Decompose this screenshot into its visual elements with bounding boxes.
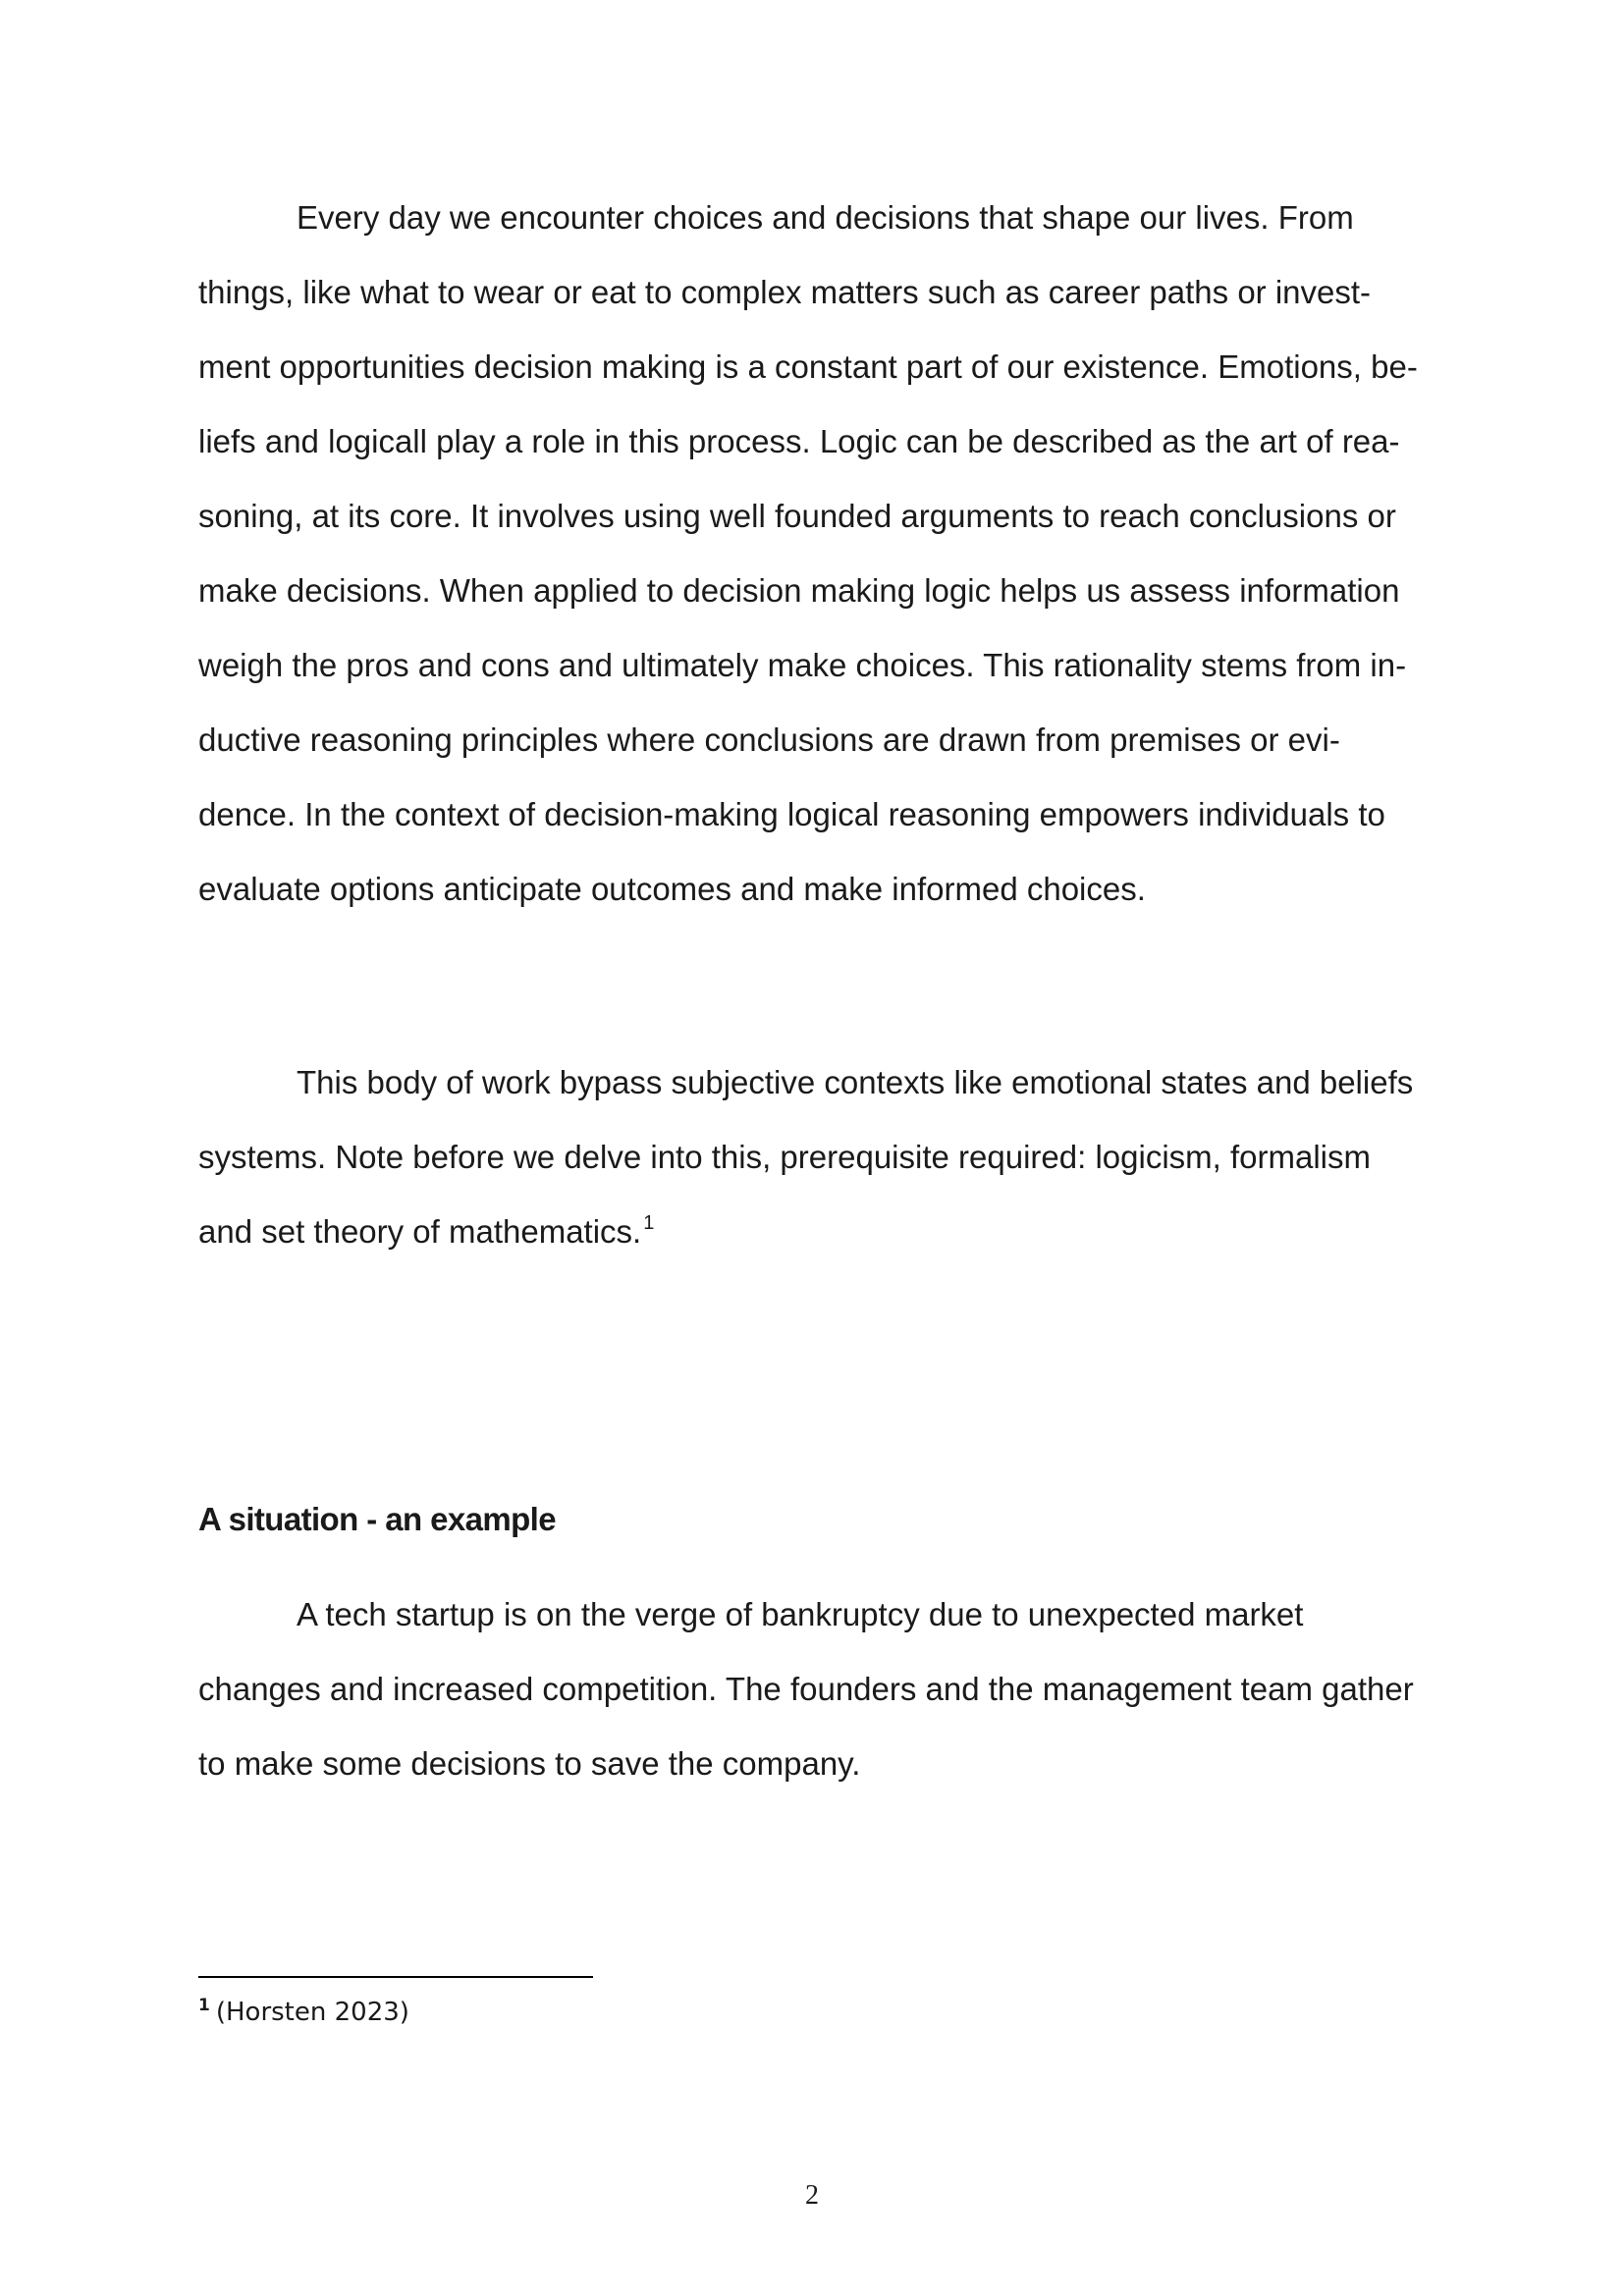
paragraph-line: ductive reasoning principles where conclusions are drawn from premises or evi- (198, 721, 1340, 758)
section-heading: A situation - an example (198, 1501, 556, 1537)
footnote-reference[interactable]: 1 (643, 1212, 655, 1234)
paragraph-line: dence. In the context of decision-making logical reasoning empowers individuals to (198, 796, 1385, 832)
page-number: 2 (805, 2180, 819, 2211)
paragraph-line (198, 1212, 654, 1252)
footnote-text: (Horsten 2023) (215, 1998, 409, 2027)
paragraph-line-text: and set theory of mathematics. (198, 1213, 642, 1250)
paragraph-line: weigh the pros and cons and ultimately make choices. This rationality stems from in- (198, 647, 1407, 683)
paragraph-line: liefs and logicall play a role in this process. Logic can be described as the art of rea- (198, 423, 1400, 459)
paragraph-line: Every day we encounter choices and decisions that shape our lives. From (297, 199, 1354, 236)
footnote-separator (198, 1976, 593, 1978)
paragraph-line: ment opportunities decision making is a constant part of our existence. Emotions, be- (198, 348, 1418, 385)
paragraph-line: This body of work bypass subjective contexts like emotional states and beliefs (297, 1064, 1414, 1100)
paragraph-line: systems. Note before we delve into this, prerequisite required: logicism, formalism (198, 1139, 1371, 1175)
footnote-marker: 1 (198, 1996, 210, 2015)
paragraph-line: changes and increased competition. The founders and the management team gather (198, 1671, 1414, 1707)
paragraph-line: to make some decisions to save the company. (198, 1745, 861, 1782)
paragraph-line: things, like what to wear or eat to complex matters such as career paths or invest- (198, 274, 1372, 310)
paragraph-line: soning, at its core. It involves using well founded arguments to reach conclusions or (198, 498, 1396, 534)
paragraph-line: make decisions. When applied to decision making logic helps us assess information (198, 572, 1400, 609)
paragraph-line: A tech startup is on the verge of bankruptcy due to unexpected market (297, 1596, 1304, 1632)
paragraph-line: evaluate options anticipate outcomes and make informed choices. (198, 871, 1146, 907)
footnote (198, 1997, 409, 2028)
